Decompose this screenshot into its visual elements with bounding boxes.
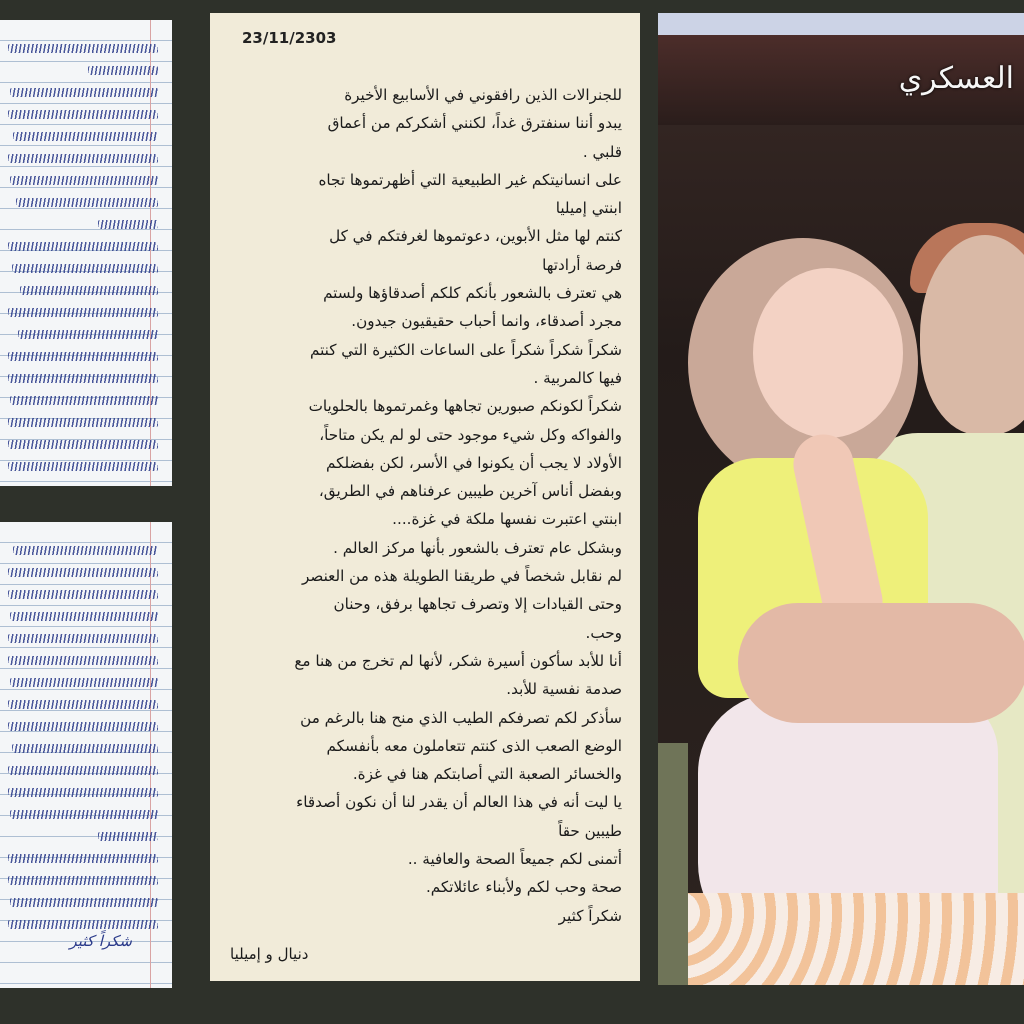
handwriting-line <box>0 654 164 667</box>
letter-line: ابنتي إميليا <box>555 199 622 218</box>
letter-line: ابنتي اعتبرت نفسها ملكة في غزة.... <box>392 510 622 529</box>
handwritten-signature: شكراً كثير <box>69 932 132 950</box>
handwriting-line <box>0 218 164 231</box>
handwriting-line <box>0 130 164 143</box>
handwriting-line <box>0 830 164 843</box>
handwriting-line <box>0 438 164 451</box>
handwriting-line <box>0 328 164 341</box>
letter-line: وبشكل عام تعترف بالشعور بأنها مركز العالم . <box>333 538 622 557</box>
handwriting-line <box>0 786 164 799</box>
photo-top-strip <box>658 13 1024 35</box>
letter-date: 23/11/2303 <box>242 29 337 47</box>
letter-line: شكراً كثير <box>558 906 622 925</box>
letter-line: هي تعترف بالشعور بأنكم كلكم أصدقاؤها ولستم <box>323 284 622 303</box>
handwriting-line <box>0 42 164 55</box>
letter-line: وبفضل أناس آخرين طيبين عرفناهم في الطريق، <box>318 482 622 501</box>
handwriting-line <box>0 284 164 297</box>
letter-line: وحب. <box>585 623 622 642</box>
letter-line: شكراً لكونكم صبورين تجاهها وغمرتموها بالحلويات <box>308 397 622 416</box>
handwriting-line <box>0 588 164 601</box>
handwriting-line <box>0 764 164 777</box>
handwriting-line <box>0 262 164 275</box>
letter-line: وحتى القيادات إلا وتصرف تجاهها برفق، وحنان <box>333 595 622 614</box>
photo-panel <box>658 13 1024 985</box>
handwriting-lines <box>0 42 164 482</box>
handwriting-line <box>0 610 164 623</box>
handwriting-line <box>0 196 164 209</box>
handwriting-line <box>0 108 164 121</box>
handwriting-line <box>0 240 164 253</box>
letter-body <box>228 81 622 930</box>
translated-letter <box>210 13 640 981</box>
handwriting-line <box>0 372 164 385</box>
letter-signature: دنيال و إميليا <box>230 945 309 963</box>
handwriting-line <box>0 918 164 931</box>
handwriting-line <box>0 632 164 645</box>
letter-line: طيبين حقاً <box>558 821 622 840</box>
handwriting-line <box>0 874 164 887</box>
handwriting-line <box>0 416 164 429</box>
letter-line: فيها كالمربية . <box>533 368 622 387</box>
letter-line: أتمنى لكم جميعاً الصحة والعافية .. <box>407 850 622 869</box>
handwriting-line <box>0 64 164 77</box>
letter-line: مجرد أصدقاء، وانما أحباب حقيقيون جيدون. <box>351 312 622 331</box>
handwriting-line <box>0 852 164 865</box>
letter-line: فرصة أرادتها <box>542 255 622 274</box>
handwritten-page-1 <box>0 20 172 486</box>
handwriting-line <box>0 742 164 755</box>
handwriting-line <box>0 174 164 187</box>
photo-edge-figure <box>658 743 688 985</box>
handwriting-line <box>0 394 164 407</box>
letter-line: كنتم لها مثل الأبوين، دعوتموها لغرفتكم في كل <box>329 227 622 246</box>
handwriting-lines <box>0 544 164 940</box>
child-face <box>753 268 903 438</box>
letter-line: والخسائر الصعبة التي أصابتكم هنا في غزة. <box>352 765 622 784</box>
letter-line: يبدو أننا سنفترق غداً، لكنني أشكركم من أعماق <box>327 114 622 133</box>
handwriting-line <box>0 350 164 363</box>
letter-line: صحة وحب لكم ولأبناء عائلاتكم. <box>425 878 622 897</box>
letter-line: سأذكر لكم تصرفكم الطيب الذي منح هنا بالرغم من <box>300 708 622 727</box>
handwriting-line <box>0 460 164 473</box>
handwriting-line <box>0 152 164 165</box>
letter-line: على انسانيتكم غير الطبيعية التي أظهرتموها تجاه <box>318 170 622 189</box>
handwriting-line <box>0 566 164 579</box>
letter-line: أنا للأبد سأكون أسيرة شكر، لأنها لم تخرج من هنا مع <box>294 651 622 670</box>
handwriting-line <box>0 720 164 733</box>
letter-line: شكراً شكراً شكراً على الساعات الكثيرة التي كنتم <box>309 340 622 359</box>
channel-watermark: العسكري <box>898 61 1014 96</box>
handwriting-line <box>0 676 164 689</box>
letter-line: الوضع الصعب الذى كنتم تتعاملون معه بأنفسكم <box>326 736 622 755</box>
letter-line: الأولاد لا يجب أن يكونوا في الأسر، لكن بفضلكم <box>326 453 622 472</box>
letter-line: لم نقابل شخصاً في طريقنا الطويلة هذه من العنصر <box>302 567 622 586</box>
woman-arm <box>738 603 1024 723</box>
handwriting-line <box>0 306 164 319</box>
letter-line: يا ليت أنه في هذا العالم أن يقدر لنا أن نكون أصدقاء <box>296 793 622 812</box>
handwriting-line <box>0 86 164 99</box>
letter-line: للجنرالات الذين رافقوني في الأسابيع الأخيرة <box>344 86 622 104</box>
handwriting-line <box>0 544 164 557</box>
letter-line: صدمة نفسية للأبد. <box>506 680 622 699</box>
handwriting-line <box>0 698 164 711</box>
handwriting-line <box>0 808 164 821</box>
letter-line: قلبي . <box>582 142 622 161</box>
floral-seat <box>658 893 1024 985</box>
letter-line: والفواكه وكل شيء موجود حتى لو لم يكن متاحاً، <box>319 425 622 444</box>
handwriting-line <box>0 896 164 909</box>
handwritten-page-2 <box>0 522 172 988</box>
